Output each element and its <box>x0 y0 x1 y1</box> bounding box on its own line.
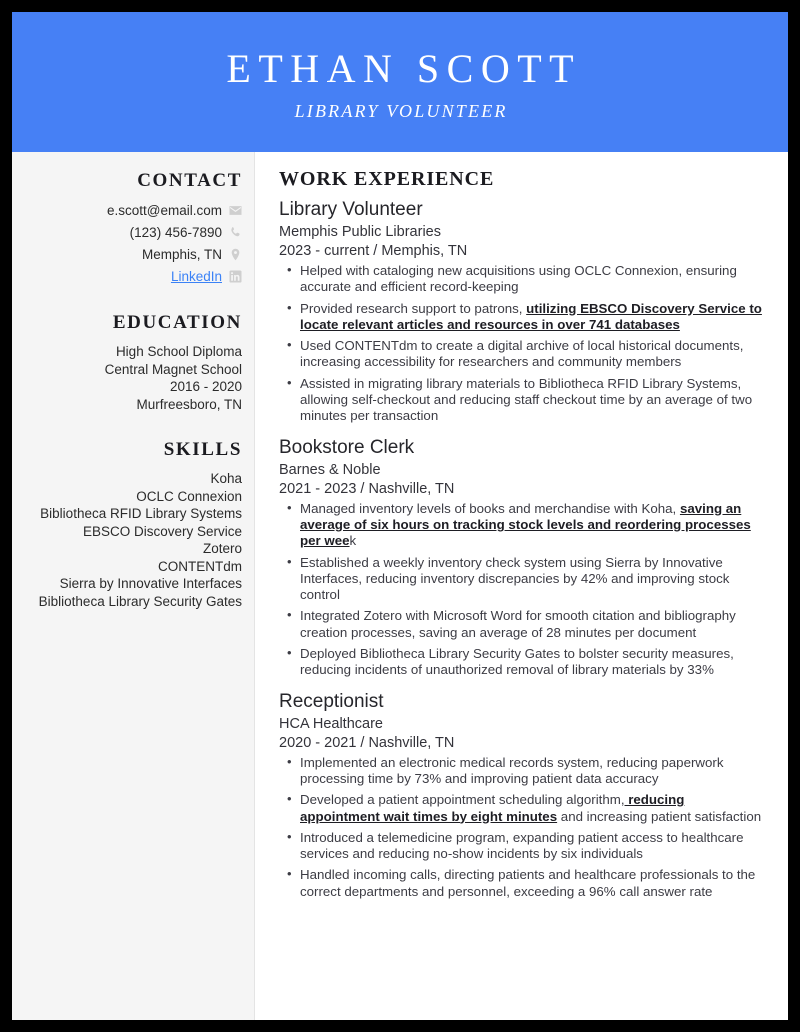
work-experience-heading: WORK EXPERIENCE <box>279 168 495 190</box>
job-entry <box>279 198 764 425</box>
job-bullet <box>300 263 764 296</box>
bullet-text: Established a weekly inventory check system using Sierra by Innovative Interfaces, reducing inventory discrepancies by 42% and improving stock control <box>300 554 730 603</box>
job-meta <box>279 242 764 261</box>
job-dates: 2021 - 2023 <box>279 480 357 497</box>
bullet-text: Helped with cataloging new acquisitions using OCLC Connexion, ensuring accurate and efficient record-keeping <box>300 263 737 295</box>
education-section <box>22 312 242 413</box>
location-pin-icon <box>229 248 242 261</box>
bullet-text: Integrated Zotero with Microsoft Word for smooth citation and bibliography creation processes, saving an average of 28 minutes per document <box>300 608 736 640</box>
contact-text: e.scott@email.com <box>107 203 222 218</box>
skill-item: Bibliotheca Library Security Gates <box>38 593 242 609</box>
bullet-text: Managed inventory levels of books and merchandise with Koha, <box>300 500 680 516</box>
bullet-text: Used CONTENTdm to create a digital archive of local historical documents, increasing accessibility for researchers and community members <box>300 338 744 370</box>
contact-section <box>22 170 242 286</box>
candidate-role: LIBRARY VOLUNTEER <box>294 101 508 121</box>
bullet-text: and increasing patient satisfaction <box>557 808 762 824</box>
bullet-text: Implemented an electronic medical records system, reducing paperwork processing time by 73% and improving patient data accuracy <box>300 754 724 786</box>
meta-separator: / <box>360 480 365 497</box>
job-bullet <box>300 792 764 825</box>
job-bullet-list <box>279 263 764 425</box>
job-bullet-list <box>279 755 764 900</box>
education-line: Murfreesboro, TN <box>136 396 242 412</box>
contact-item <box>22 201 242 220</box>
job-bullet <box>300 301 764 334</box>
resume-header-banner <box>12 12 788 152</box>
job-bullet <box>300 646 764 679</box>
job-bullet <box>300 755 764 788</box>
skill-item: Zotero <box>202 541 242 556</box>
resume-body <box>12 152 788 1020</box>
contact-heading: CONTACT <box>137 170 242 191</box>
job-title: Receptionist <box>279 690 384 712</box>
skills-section <box>22 439 242 610</box>
education-line: High School Diploma <box>115 344 242 359</box>
bullet-text: Deployed Bibliotheca Library Security Gates to bolster security measures, reducing incidents of unauthorized removal of library materials by 33% <box>300 646 734 678</box>
bullet-text: Handled incoming calls, directing patients and healthcare professionals to the correct departments and personnel, exceeding a 96% call answer rate <box>300 867 756 899</box>
skill-item: Koha <box>210 471 242 486</box>
skill-item: EBSCO Discovery Service <box>82 523 242 539</box>
job-bullet-list <box>279 501 764 679</box>
bullet-text: Developed a patient appointment scheduling algorithm, <box>300 792 625 808</box>
skills-list <box>22 470 242 610</box>
bullet-highlight: utilizing EBSCO Discovery Service to locate relevant articles and resources in over 741 databases <box>300 300 762 332</box>
jobs-list <box>279 198 764 900</box>
job-meta <box>279 734 764 753</box>
job-location: Nashville, TN <box>368 734 455 751</box>
candidate-name: ETHAN SCOTT <box>226 46 582 91</box>
job-entry <box>279 436 764 679</box>
education-line: 2016 - 2020 <box>169 379 242 394</box>
contact-link[interactable]: LinkedIn <box>170 269 222 284</box>
job-entry <box>279 690 764 900</box>
job-meta <box>279 480 764 499</box>
bullet-text: Introduced a telemedicine program, expanding patient access to healthcare services and reducing no-show incidents by six individuals <box>300 829 744 862</box>
phone-icon <box>229 226 242 239</box>
job-dates: 2020 - 2021 <box>279 734 357 751</box>
contact-item[interactable] <box>22 267 242 286</box>
bullet-text: Assisted in migrating library materials to Bibliotheca RFID Library Systems, allowing self-checkout and reducing staff checkout time by an average of two minutes per transaction <box>300 375 753 424</box>
skill-item: CONTENTdm <box>158 558 242 574</box>
job-bullet <box>300 867 764 900</box>
job-location: Memphis, TN <box>381 243 468 259</box>
job-bullet <box>300 376 764 425</box>
job-bullet <box>300 501 764 550</box>
skill-item: OCLC Connexion <box>136 488 242 504</box>
bullet-highlight: saving an average of six hours on tracking stock levels and reordering processes per wee <box>300 500 751 549</box>
job-company: HCA Healthcare <box>279 715 383 732</box>
skills-heading: SKILLS <box>163 439 242 460</box>
meta-separator: / <box>373 243 378 259</box>
skill-item: Sierra by Innovative Interfaces <box>59 576 242 591</box>
job-dates: 2023 - current <box>279 243 370 259</box>
resume-page <box>12 12 788 1020</box>
sidebar <box>12 152 255 1020</box>
education-heading: EDUCATION <box>112 312 242 333</box>
job-bullet <box>300 830 764 863</box>
envelope-icon <box>229 204 242 217</box>
job-bullet <box>300 608 764 641</box>
contact-text: (123) 456-7890 <box>129 225 222 240</box>
skill-item: Bibliotheca RFID Library Systems <box>40 506 242 521</box>
work-experience-section <box>255 152 788 1020</box>
meta-separator: / <box>360 734 365 751</box>
job-title: Bookstore Clerk <box>279 436 415 458</box>
job-title: Library Volunteer <box>279 199 423 220</box>
job-company: Memphis Public Libraries <box>279 224 441 240</box>
bullet-text: Provided research support to patrons, <box>300 300 527 316</box>
contact-item <box>22 223 242 242</box>
contact-text: Memphis, TN <box>141 247 222 262</box>
job-bullet <box>300 555 764 604</box>
contact-list <box>22 201 242 286</box>
bullet-highlight: reducing appointment wait times by eight minutes <box>300 792 685 824</box>
contact-item <box>22 245 242 264</box>
education-list <box>22 343 242 413</box>
linkedin-icon <box>229 270 242 283</box>
education-line: Central Magnet School <box>104 361 242 377</box>
bullet-text: k <box>349 533 357 549</box>
job-company: Barnes & Noble <box>279 461 381 478</box>
job-location: Nashville, TN <box>368 480 455 497</box>
job-bullet <box>300 338 764 371</box>
